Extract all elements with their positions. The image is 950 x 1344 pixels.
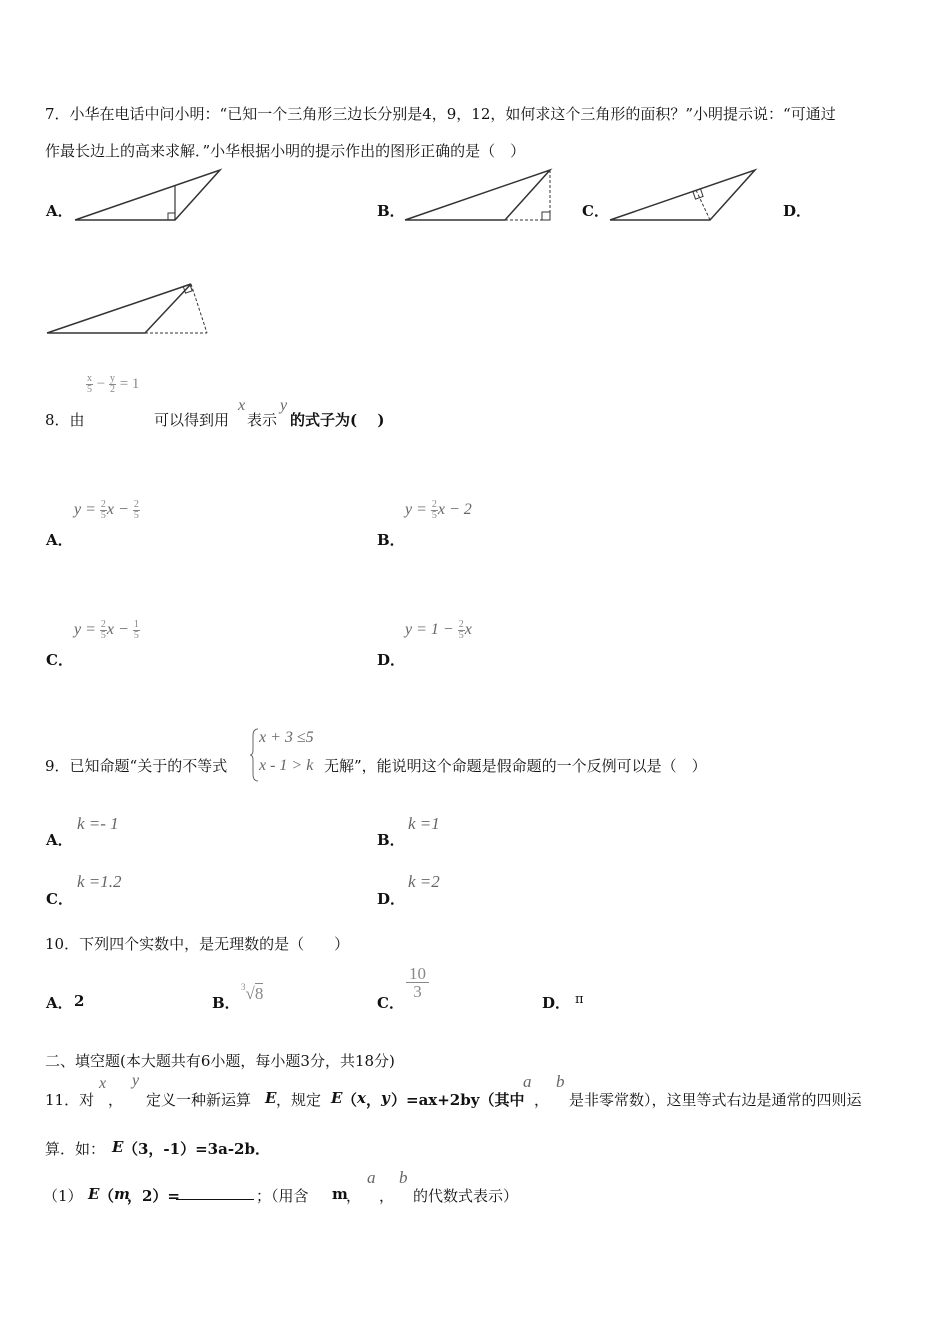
q8-b-lhs: y =: [405, 501, 427, 519]
q8-b-d1: 5: [431, 510, 437, 521]
q11-sub1d: ；（用含: [256, 1187, 309, 1205]
q9-system-line2: x - 1 > k: [259, 757, 314, 774]
q8-d-end: x: [464, 621, 472, 639]
q8-a-frac1: [100, 500, 107, 521]
q8-a-mid: x −: [106, 501, 129, 519]
q11-part5: 是非零常数），这里等式右边是通常的四则运: [569, 1091, 862, 1109]
q11-xv: x: [357, 1089, 366, 1107]
q8-b-mid: x − 2: [437, 501, 472, 519]
q8-c-d1: 5: [100, 630, 106, 641]
q7-line2: 作最长边上的高来求解．”小华根据小明的提示作出的图形正确的是（ ）: [45, 142, 526, 160]
q8-frac-x5: [86, 374, 93, 395]
q11-part1: 定义一种新运算: [146, 1091, 252, 1109]
q8-show-text: 表示: [247, 411, 278, 429]
q11-answer-blank[interactable]: [176, 1185, 254, 1200]
q8-option-d-label: D．: [377, 651, 406, 669]
q7-option-b-label: B．: [377, 202, 405, 220]
q8-d-d1: 5: [458, 630, 464, 641]
q10-option-c-label: C．: [377, 994, 404, 1012]
q7-line1: 7．小华在电话中问小明：“已知一个三角形三边长分别是4，9，12，如何求这个三角形的面积？”小明提示说：“可通过: [45, 105, 836, 123]
q11-comma4: ，: [346, 1187, 362, 1205]
q7-option-a-label: A．: [46, 202, 73, 220]
q8-d-frac1: [458, 620, 465, 641]
q11-E4: E: [88, 1185, 100, 1203]
q9-system-line1: x + 3 ≤5: [259, 729, 314, 746]
q9-option-c-label: C．: [46, 890, 73, 908]
q8-a-n2: 2: [133, 499, 139, 510]
q10-text: 10．下列四个实数中，是无理数的是（ ）: [45, 935, 350, 953]
q11-sub1c: ，2）=: [127, 1187, 181, 1205]
q11-part2: ，规定: [276, 1091, 322, 1109]
q11-sub1e: 的代数式表示）: [413, 1187, 519, 1205]
q9-option-d-label: D．: [377, 890, 406, 908]
q8-num: 8．由: [45, 411, 85, 429]
q11-part4: ）=ax+2by（其中: [391, 1091, 525, 1109]
q11-comma5: ，: [379, 1187, 395, 1205]
q8-c-frac2: [133, 620, 140, 641]
q7-option-c-label: C．: [582, 202, 609, 220]
q8-end-text: 的式子为( ): [290, 411, 385, 429]
section2-title: 二、填空题(本大题共有6小题，每小题3分，共18分): [45, 1052, 395, 1070]
q8-a-lhs: y =: [74, 501, 96, 519]
q11-line2a: 算．如：: [45, 1140, 106, 1158]
q8-option-a-label: A．: [46, 531, 73, 549]
q11-a: a: [523, 1072, 532, 1091]
q11-comma1: ，: [108, 1091, 124, 1109]
q10-option-b-label: B．: [212, 994, 240, 1012]
q11-num: 11．对: [45, 1091, 95, 1109]
q9-option-a-label: A．: [46, 831, 73, 849]
q8-eq-x: x: [87, 373, 92, 384]
q10-b-radicand: 8: [254, 984, 264, 1003]
q10-option-a-label: A．: [46, 994, 73, 1012]
q9-option-d-value: k =2: [408, 872, 440, 891]
q11-sub1b: （: [99, 1187, 115, 1205]
q8-var-y: y: [280, 397, 288, 414]
q11-E: E: [265, 1089, 277, 1107]
q8-d-lhs: y = 1 −: [405, 621, 454, 639]
q11-b: b: [556, 1072, 565, 1091]
q8-option-b-expr: [405, 500, 472, 521]
q8-c-n2: 1: [133, 619, 139, 630]
q11-m: m: [114, 1185, 130, 1203]
q10-option-a-value: 2: [74, 992, 85, 1010]
q8-b-n1: 2: [431, 499, 437, 510]
q9-option-c-value: k =1.2: [77, 872, 122, 891]
q8-d-n1: 2: [458, 619, 464, 630]
q11-E3: E: [112, 1138, 124, 1156]
q8-eq-y: y: [109, 373, 115, 384]
q9-end: 无解”，能说明这个命题是假命题的一个反例可以是（ ）: [324, 757, 707, 775]
q8-a-d2: 5: [133, 510, 139, 521]
q8-a-n1: 2: [100, 499, 106, 510]
q9-option-b-value: k =1: [408, 814, 440, 833]
q8-option-b-label: B．: [377, 531, 405, 549]
q11-line2b: （3，-1）=3a-2b．: [123, 1140, 270, 1158]
q8-given-equation: [86, 374, 139, 395]
q8-option-d-expr: [405, 620, 472, 641]
q8-eq-rhs: = 1: [119, 375, 140, 392]
q10-c-den: 3: [413, 982, 422, 1001]
q7-figure-d: [47, 282, 217, 338]
q7-figure-c: [610, 168, 760, 228]
q7-figure-a: [75, 168, 225, 228]
q10-option-d-label: D．: [542, 994, 571, 1012]
q8-c-lhs: y =: [74, 621, 96, 639]
q8-var-x: x: [238, 397, 246, 414]
q8-c-frac1: [100, 620, 107, 641]
q10-b-index: 3: [241, 982, 246, 993]
q11-part3: （: [342, 1091, 358, 1109]
q8-frac-y2: [109, 374, 116, 395]
q8-option-a-expr: [74, 500, 140, 521]
q11-m2: m: [332, 1185, 348, 1203]
q11-yv: y: [381, 1089, 390, 1107]
q8-a-d1: 5: [100, 510, 106, 521]
q8-eq-5: 5: [87, 384, 92, 395]
q8-a-frac2: [133, 500, 140, 521]
q8-option-c-label: C．: [46, 651, 73, 669]
q11-comma3: ，: [534, 1091, 550, 1109]
q11-b2: b: [399, 1168, 408, 1187]
q8-c-d2: 5: [133, 630, 139, 641]
q10-c-num: 10: [406, 965, 429, 983]
q11-comma2: ，: [366, 1091, 382, 1109]
q8-option-c-expr: [74, 620, 140, 641]
q11-a2: a: [367, 1168, 376, 1187]
q9-option-a-value: k =- 1: [77, 814, 119, 833]
q11-x: x: [99, 1075, 107, 1092]
q9-start: 9．已知命题“关于的不等式: [45, 757, 228, 775]
q7-option-d-label: D．: [783, 202, 812, 220]
q11-y: y: [132, 1072, 140, 1089]
q9-option-b-label: B．: [377, 831, 405, 849]
q10-option-d-value: π: [575, 992, 584, 1007]
q8-mid-text: 可以得到用: [154, 411, 230, 429]
q8-c-n1: 2: [100, 619, 106, 630]
q8-b-frac1: [431, 500, 438, 521]
q8-eq-2: 2: [109, 384, 115, 395]
radical-icon: √: [245, 984, 255, 1003]
q10-option-c-frac: [406, 965, 429, 1000]
q10-option-b-root: [241, 984, 263, 1004]
q11-E2: E: [331, 1089, 343, 1107]
q8-eq-minus: −: [96, 375, 106, 392]
q11-sub1-label: （1）: [43, 1187, 83, 1205]
q8-c-mid: x −: [106, 621, 129, 639]
q7-figure-b: [405, 168, 555, 228]
